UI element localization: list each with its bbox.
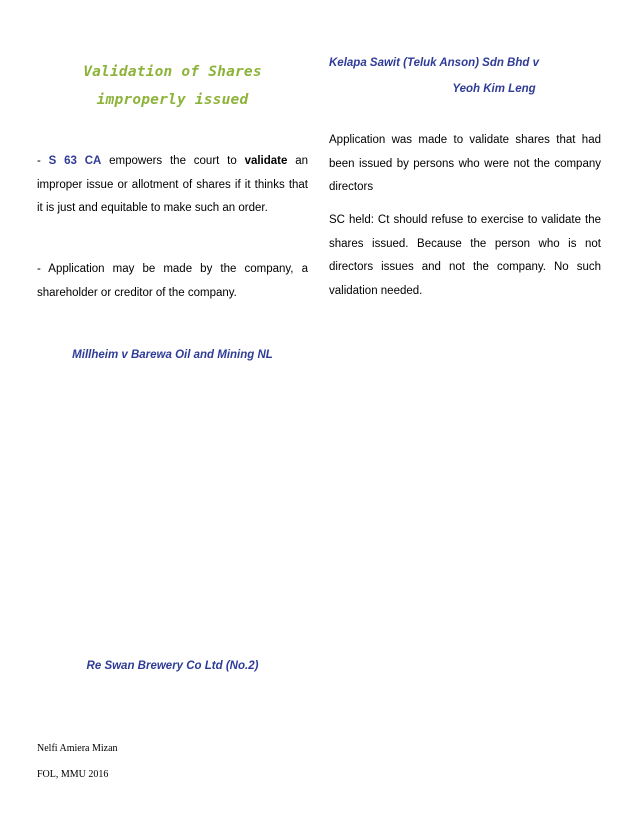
section-title: Validation of Shares improperly issued bbox=[83, 64, 262, 108]
case-name-millheim: Millheim v Barewa Oil and Mining NL bbox=[72, 349, 273, 361]
paragraph-text: empowers the court to bbox=[101, 155, 245, 167]
paragraph-text: an improper issue or allotment of shares if it thinks that it is just and equitable to make such an order. bbox=[37, 155, 308, 214]
paragraph-s63 bbox=[37, 150, 308, 221]
case-name-swan-brewery: Re Swan Brewery Co Ltd (No.2) bbox=[86, 660, 259, 672]
bullet-dash: - bbox=[37, 155, 49, 167]
footer-author: Nelfi Amiera Mizan bbox=[37, 743, 118, 754]
paragraph-facts: Application was made to validate shares that had been issued by persons who were not the company directors bbox=[329, 134, 601, 193]
case-name-yeoh-kim-leng: Yeoh Kim Leng bbox=[452, 83, 536, 95]
paragraph-application: - Application may be made by the company, a shareholder or creditor of the company. bbox=[37, 263, 308, 299]
footer-affiliation: FOL, MMU 2016 bbox=[37, 769, 109, 780]
statute-reference: S 63 CA bbox=[48, 155, 102, 167]
case-name-kelapa-sawit: Kelapa Sawit (Teluk Anson) Sdn Bhd v bbox=[329, 57, 540, 69]
bold-term: validate bbox=[244, 155, 288, 167]
paragraph-held: SC held: Ct should refuse to exercise to validate the shares issued. Because the person who is not directors issues and not the company. No such validation needed. bbox=[329, 214, 601, 297]
